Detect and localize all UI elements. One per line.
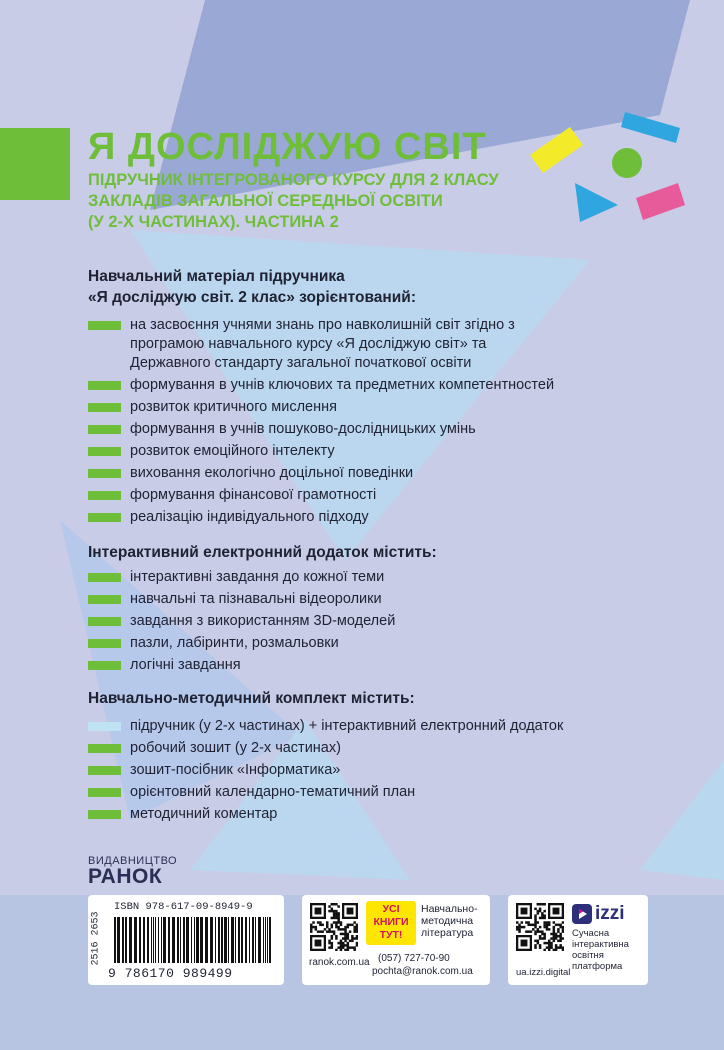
section-1-title-line-2: «Я досліджую світ. 2 клас» зорієнтований: (88, 289, 416, 306)
list-item-text: навчальні та пізнавальні відеоролики (130, 591, 382, 607)
list-item (88, 398, 558, 417)
list-item (88, 805, 688, 824)
barcode-bar (180, 917, 181, 963)
barcode-bar (218, 917, 220, 963)
green-bullet-marker (88, 810, 121, 819)
list-item (88, 442, 558, 461)
barcode-bar (155, 917, 156, 963)
list-item (88, 420, 558, 439)
list-item-text: пазли, лабіринти, розмальовки (130, 635, 339, 651)
list-item (88, 464, 558, 483)
barcode-bar (129, 917, 132, 963)
list-item-text: на засвоєння учнями знань про навколишній світ згідно з програмою навчального курсу «Я досліджую світ» та Державного стандарту загальної початкової освіти (130, 317, 515, 371)
green-bullet-marker (88, 766, 121, 775)
barcode-bar (249, 917, 250, 963)
green-bullet-marker (88, 639, 121, 648)
izzi-url[interactable]: ua.izzi.digital (516, 967, 571, 978)
barcode-bar (151, 917, 152, 963)
badge-line-1: УСІ (382, 903, 400, 915)
list-item-text: формування в учнів пошуково-дослідницьких умінь (130, 421, 476, 437)
isbn-side-code: 2516 2653 (90, 911, 102, 966)
barcode-bar (139, 917, 141, 963)
green-bullet-marker (88, 595, 121, 604)
books-here-badge (366, 901, 416, 945)
green-bullet-marker (88, 491, 121, 500)
subtitle-line-1: ПІДРУЧНИК ІНТЕГРОВАНОГО КУРСУ ДЛЯ 2 КЛАСУ (88, 171, 499, 189)
barcode-bar (194, 917, 195, 963)
pink-rectangle-shape (636, 183, 685, 220)
list-item (88, 612, 688, 631)
green-bullet-marker (88, 321, 121, 330)
list-item (88, 783, 688, 802)
barcode-bar (258, 917, 261, 963)
ranok-contact-card (302, 895, 490, 985)
list-item (88, 656, 688, 675)
green-bullet-marker (88, 744, 121, 753)
section-3-list (88, 717, 688, 827)
subtitle-line-2: ЗАКЛАДІВ ЗАГАЛЬНОЇ СЕРЕДНЬОЇ ОСВІТИ (88, 192, 443, 210)
barcode-bar (245, 917, 247, 963)
barcode-bar (163, 917, 166, 963)
section-1-list (88, 316, 558, 530)
list-item (88, 739, 688, 758)
list-item-text: формування в учнів ключових та предметних компетентностей (130, 377, 555, 393)
green-circle-shape (612, 148, 642, 178)
list-item-text: реалізацію індивідуального підходу (130, 509, 369, 525)
list-item-text: орієнтовний календарно-тематичний план (130, 784, 416, 800)
list-item-text: логічні завдання (130, 657, 241, 673)
barcode-bar (158, 917, 159, 963)
green-bullet-marker (88, 788, 121, 797)
barcode-bar (215, 917, 216, 963)
list-item-text: розвиток емоційного інтелекту (130, 443, 335, 459)
green-bullet-marker (88, 425, 121, 434)
section-2-list (88, 568, 688, 678)
green-bullet-marker (88, 447, 121, 456)
green-bullet-marker (88, 617, 121, 626)
barcode-bar (241, 917, 243, 963)
izzi-brand: izzi (595, 903, 625, 924)
ranok-email[interactable]: pochta@ranok.com.ua (372, 966, 473, 977)
isbn-label: ISBN 978-617-09-8949-9 (114, 901, 253, 913)
subtitle-line-3: (У 2-Х ЧАСТИНАХ). ЧАСТИНА 2 (88, 213, 339, 231)
barcode-bar (153, 917, 154, 963)
book-subtitle (88, 170, 499, 233)
ranok-phone[interactable]: (057) 727-70-90 (378, 953, 450, 964)
izzi-play-icon (572, 904, 592, 924)
barcode-bar (177, 917, 179, 963)
list-item (88, 486, 558, 505)
badge-line-3: ТУТ! (379, 929, 403, 941)
list-item (88, 316, 558, 373)
badge-line-2: КНИГИ (373, 916, 409, 928)
book-title: Я ДОСЛІДЖУЮ СВІТ (88, 126, 487, 168)
barcode-bar (267, 917, 268, 963)
barcode-bar (161, 917, 162, 963)
barcode-bar (269, 917, 271, 963)
barcode-bar (210, 917, 213, 963)
list-item (88, 376, 558, 395)
barcode-bar (200, 917, 203, 963)
barcode-bar (186, 917, 189, 963)
barcode-bar (231, 917, 234, 963)
barcode-bar (235, 917, 236, 963)
list-item (88, 761, 688, 780)
list-item-text: робочий зошит (у 2-х частинах) (130, 740, 341, 756)
list-item-text: методичний коментар (130, 806, 278, 822)
barcode-bar (134, 917, 137, 963)
green-bullet-marker (88, 573, 121, 582)
barcode-bar (228, 917, 229, 963)
barcode-bar (114, 917, 116, 963)
barcode-bar (183, 917, 185, 963)
section-1-title (88, 266, 416, 308)
publisher-label: ВИДАВНИЦТВО (88, 855, 178, 867)
barcode-bar (172, 917, 175, 963)
green-bullet-marker (88, 381, 121, 390)
barcode-bar (252, 917, 254, 963)
list-item-text: формування фінансової грамотності (130, 487, 377, 503)
list-item-text: завдання з використанням 3D-моделей (130, 613, 396, 629)
list-item-text: розвиток критичного мислення (130, 399, 337, 415)
list-item-text: зошит-посібник «Інформатика» (130, 762, 341, 778)
publisher-logo: РАНОК (88, 865, 163, 888)
blue-triangle-shape (575, 183, 618, 222)
barcode-bar (117, 917, 120, 963)
barcode (114, 917, 274, 963)
barcode-bar (221, 917, 223, 963)
izzi-logo (572, 903, 625, 925)
barcode-bar (205, 917, 208, 963)
list-item (88, 590, 688, 609)
section-3-title: Навчально-методичний комплект містить: (88, 690, 415, 707)
section-2-title: Інтерактивний електронний додаток містить: (88, 544, 437, 561)
barcode-bar (147, 917, 149, 963)
section-1-title-line-1: Навчальний матеріал підручника (88, 268, 345, 285)
barcode-bar (238, 917, 240, 963)
green-bullet-marker (88, 469, 121, 478)
list-item (88, 568, 688, 587)
list-item-text: виховання екологічно доцільної поведінки (130, 465, 414, 481)
ranok-description: Навчально-методична література (421, 903, 478, 939)
barcode-bar (263, 917, 264, 963)
barcode-bar (122, 917, 124, 963)
barcode-bar (143, 917, 145, 963)
qr-code-icon[interactable] (310, 903, 358, 951)
barcode-bar (168, 917, 170, 963)
list-item (88, 717, 688, 736)
barcode-bar (224, 917, 227, 963)
list-item-text: підручник (у 2-х частинах) + інтерактивний електронний додаток (130, 718, 564, 734)
list-item-text: інтерактивні завдання до кожної теми (130, 569, 385, 585)
izzi-description: Сучасна інтерактивна освітня платформа (572, 928, 629, 972)
green-bullet-marker (88, 403, 121, 412)
isbn-barcode-card (88, 895, 284, 985)
qr-code-icon[interactable] (516, 903, 564, 951)
barcode-bar (125, 917, 127, 963)
isbn-digits: 9 786170 989499 (108, 966, 233, 981)
ranok-url[interactable]: ranok.com.ua (309, 957, 370, 968)
barcode-bar (255, 917, 256, 963)
list-item (88, 634, 688, 653)
barcode-bar (196, 917, 199, 963)
blue-bullet-marker (88, 722, 121, 731)
green-bullet-marker (88, 513, 121, 522)
barcode-bar (191, 917, 192, 963)
green-accent-square (0, 128, 70, 200)
green-bullet-marker (88, 661, 121, 670)
list-item (88, 508, 558, 527)
barcode-bar (265, 917, 266, 963)
izzi-platform-card (508, 895, 648, 985)
